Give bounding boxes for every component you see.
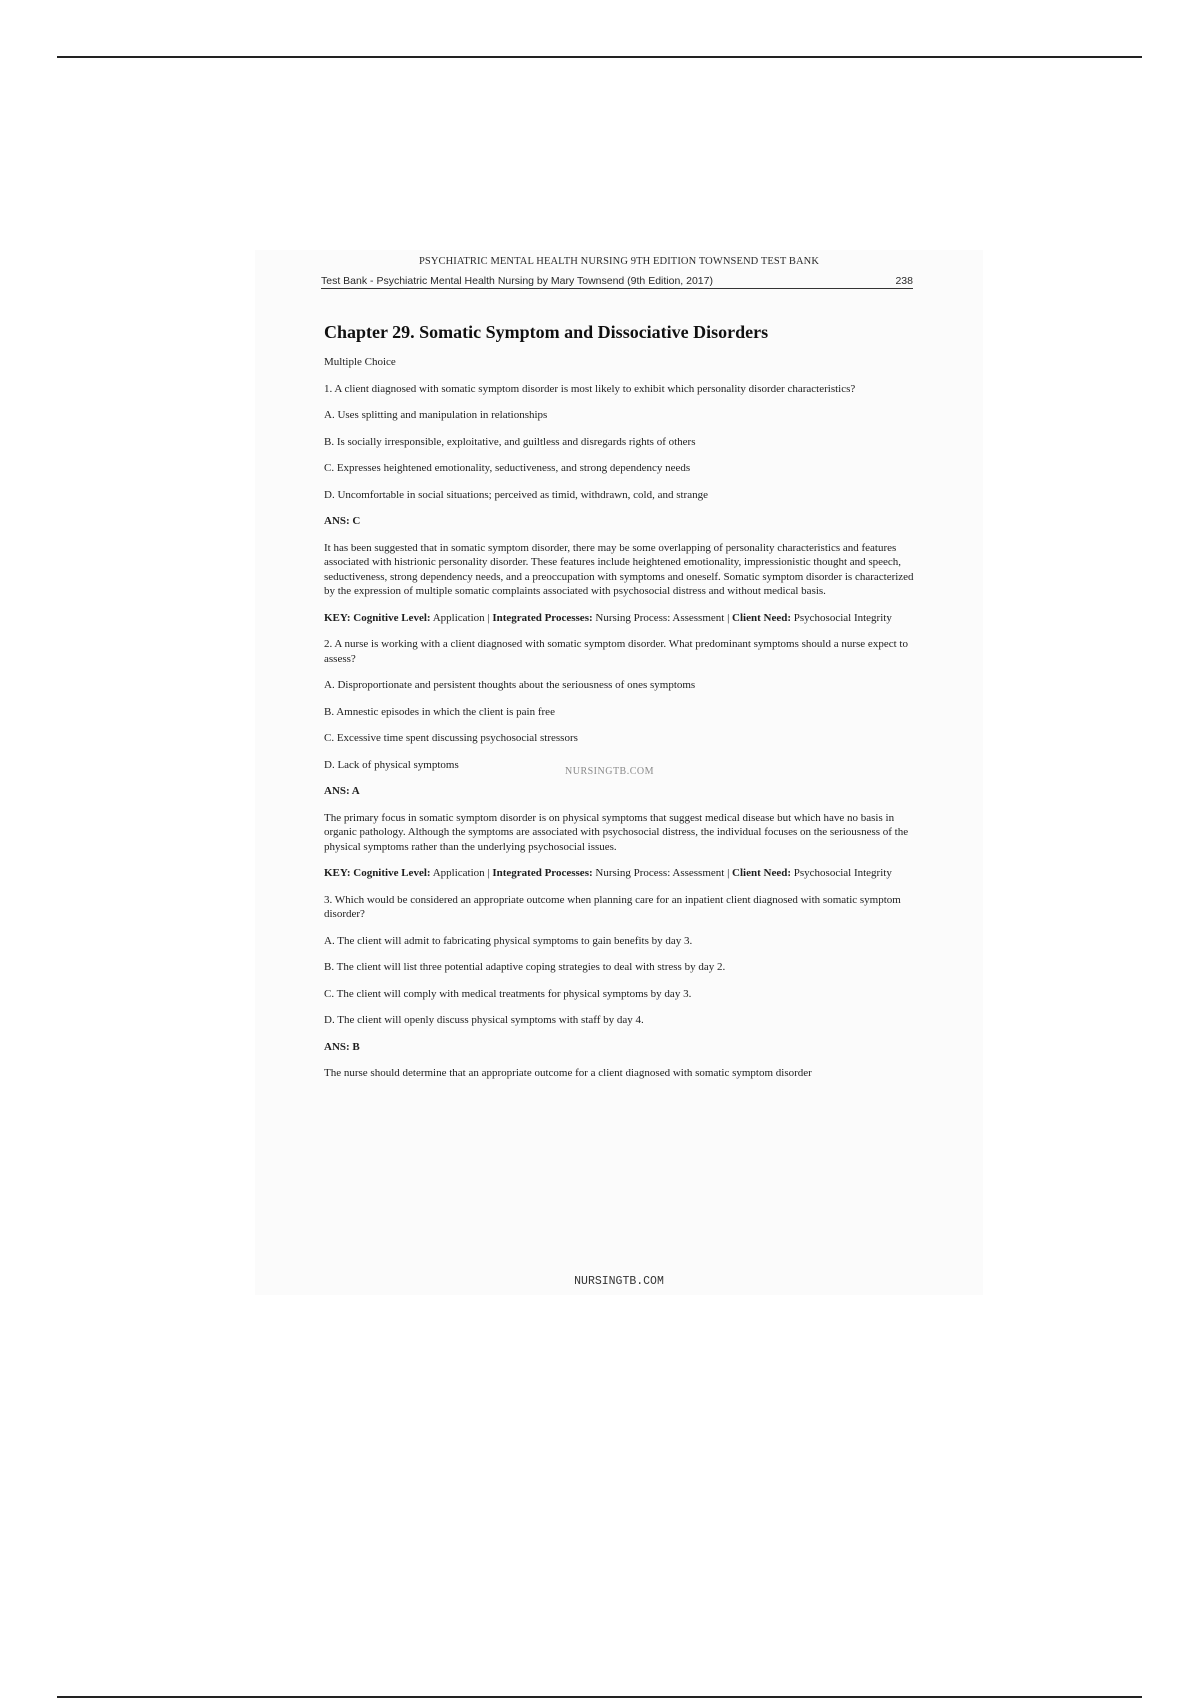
key-label: KEY: [324, 611, 351, 624]
client-need-label: Client Need: [732, 867, 792, 879]
client-need-value: Psychosocial Integrity [793, 611, 892, 624]
answer-option: A. The client will admit to fabricating physical symptoms to gain benefits by day 3. [324, 934, 693, 947]
client-need-label: Client Need: [732, 611, 792, 624]
client-need-value: Psychosocial Integrity [793, 867, 892, 879]
answer-option: B. The client will list three potential adaptive coping strategies to deal with stress by day 2. [324, 961, 726, 973]
answer-option: D. Lack of physical symptoms [324, 758, 459, 771]
cognitive-level-label: Cognitive Level: [353, 611, 431, 624]
question-stem: 1. A client diagnosed with somatic symptom disorder is most likely to exhibit which personality disorder characteristics? [324, 382, 856, 395]
running-head: PSYCHIATRIC MENTAL HEALTH NURSING 9TH EDITION TOWNSEND TEST BANK [418, 256, 820, 267]
subhead-title: Test Bank - Psychiatric Mental Health Nursing by Mary Townsend (9th Edition, 2017) [321, 275, 713, 287]
answer-option: B. Is socially irresponsible, exploitative, and guiltless and disregards rights of others [324, 435, 696, 448]
watermark: NURSINGTB.COM [565, 766, 655, 777]
answer-option: A. Disproportionate and persistent thoughts about the seriousness of ones symptoms [324, 679, 696, 691]
document-page [255, 250, 983, 1295]
page-footer: NURSINGTB.COM [574, 1275, 664, 1288]
answer-key: ANS: B [324, 1040, 360, 1053]
integrated-processes-value: Nursing Process: Assessment [595, 611, 725, 624]
page-number: 238 [895, 275, 913, 287]
rationale: The primary focus in somatic symptom disorder is on physical symptoms that suggest medical disease but which have no basis in organic pathology. Although the symptoms are associated with psychosocial distress, the individual focuses on the seriousness of the physical symptoms rather than the underlying psychosocial issues. [324, 811, 909, 853]
rationale: It has been suggested that in somatic symptom disorder, there may be some overlapping of personality characteristics and features associated with histrionic personality disorder. These features include heightened emotionality, impressionistic thought and speech, seductiveness, strong dependency needs, and a preoccupation with symptoms and oneself. Somatic symptom disorder is characterized by the expression of multiple somatic complaints associated with psychosocial distress and without medical basis. [324, 541, 914, 597]
answer-option: A. Uses splitting and manipulation in relationships [324, 409, 548, 421]
integrated-processes-value: Nursing Process: Assessment [595, 867, 725, 879]
answer-option: C. Expresses heightened emotionality, seductiveness, and strong dependency needs [324, 462, 691, 474]
key-line: KEY: Cognitive Level: Application | Integrated Processes: Nursing Process: Assessment | Client Need: Psychosocial Integrity [324, 611, 892, 624]
section-label: Multiple Choice [324, 356, 396, 368]
cognitive-level-value: Application [432, 611, 485, 624]
answer-option: B. Amnestic episodes in which the client is pain free [324, 705, 555, 718]
cognitive-level-label: Cognitive Level: [353, 867, 431, 879]
integrated-processes-label: Integrated Processes: [492, 611, 593, 624]
page-content [324, 322, 916, 1093]
answer-option: C. Excessive time spent discussing psychosocial stressors [324, 732, 578, 744]
bottom-divider [57, 1696, 1142, 1698]
rationale: The nurse should determine that an appropriate outcome for a client diagnosed with somatic symptom disorder [324, 1067, 812, 1079]
answer-option: C. The client will comply with medical treatments for physical symptoms by day 3. [324, 987, 692, 1000]
top-divider [57, 56, 1142, 58]
answer-key: ANS: C [324, 515, 361, 527]
subhead [321, 275, 913, 289]
question-stem: 2. A nurse is working with a client diagnosed with somatic symptom disorder. What predominant symptoms should a nurse expect to assess? [324, 638, 908, 665]
key-label: KEY: [324, 867, 351, 879]
question-stem: 3. Which would be considered an appropriate outcome when planning care for an inpatient client diagnosed with somatic symptom disorder? [324, 893, 901, 920]
chapter-title: Chapter 29. Somatic Symptom and Dissociative Disorders [324, 322, 769, 342]
integrated-processes-label: Integrated Processes: [492, 867, 593, 879]
answer-key: ANS: A [324, 785, 360, 797]
answer-option: D. Uncomfortable in social situations; perceived as timid, withdrawn, cold, and strange [324, 488, 708, 501]
key-line: KEY: Cognitive Level: Application | Integrated Processes: Nursing Process: Assessment | Client Need: Psychosocial Integrity [324, 867, 892, 879]
answer-option: D. The client will openly discuss physical symptoms with staff by day 4. [324, 1014, 644, 1026]
cognitive-level-value: Application [432, 867, 485, 879]
